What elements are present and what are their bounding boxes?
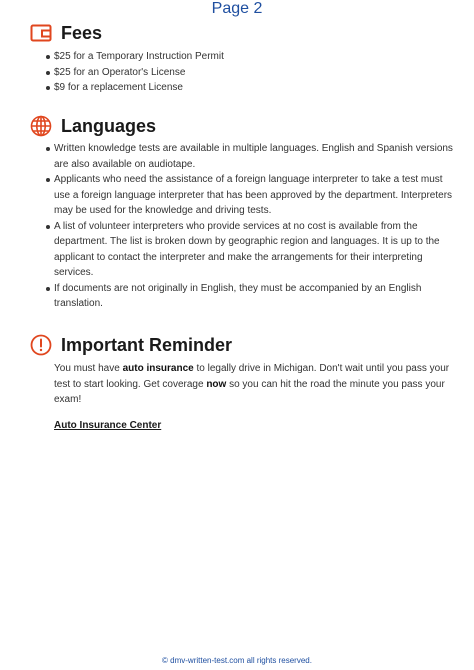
reminder-section (30, 330, 454, 433)
languages-list (30, 141, 454, 312)
list-item: Applicants who need the assistance of a foreign language interpreter to take a test must use a foreign language interpreter that has been approved by the department. Interpreters may be used for the knowledge and driving tests. (30, 172, 454, 219)
alert-circle-icon (30, 334, 52, 356)
languages-title: Languages (61, 115, 157, 136)
page-number: Page 2 (211, 0, 263, 17)
reminder-text-part: to legally drive in Michigan. Don't wait until you pass your test to start looking. Get coverage (54, 363, 450, 390)
fees-header (30, 18, 454, 48)
globe-icon (30, 115, 52, 137)
copyright: © dmv-written-test.com all rights reserved. (162, 656, 312, 665)
list-item: $25 for an Operator's License (30, 65, 454, 81)
languages-section (30, 111, 454, 312)
list-item: $25 for a Temporary Instruction Permit (30, 49, 454, 65)
list-item: $9 for a replacement License (30, 80, 454, 96)
languages-header (30, 111, 454, 141)
fees-section (30, 18, 454, 96)
fees-list (30, 49, 454, 96)
reminder-text (54, 361, 454, 408)
reminder-text-part: so you can hit the road the minute you pass your exam! (54, 378, 445, 405)
reminder-header (30, 330, 454, 360)
reminder-title: Important Reminder (61, 334, 233, 355)
wallet-icon (30, 22, 52, 44)
reminder-bold-auto-insurance: auto insurance (122, 363, 194, 374)
list-item: A list of volunteer interpreters who provide services at no cost is available from the department. The list is broken down by geographic region and languages. It is up to the applicant to contact the interpreter and make the arrangements for their interpreting services. (30, 219, 454, 281)
fees-title: Fees (61, 22, 103, 43)
list-item: Written knowledge tests are available in multiple languages. English and Spanish versions are also available on audiotape. (30, 141, 454, 172)
reminder-text-part: You must have (54, 363, 123, 374)
reminder-bold-now: now (206, 378, 227, 390)
auto-insurance-center-link[interactable]: Auto Insurance Center (54, 419, 162, 431)
list-item: If documents are not originally in English, they must be accompanied by an English translation. (30, 281, 454, 312)
